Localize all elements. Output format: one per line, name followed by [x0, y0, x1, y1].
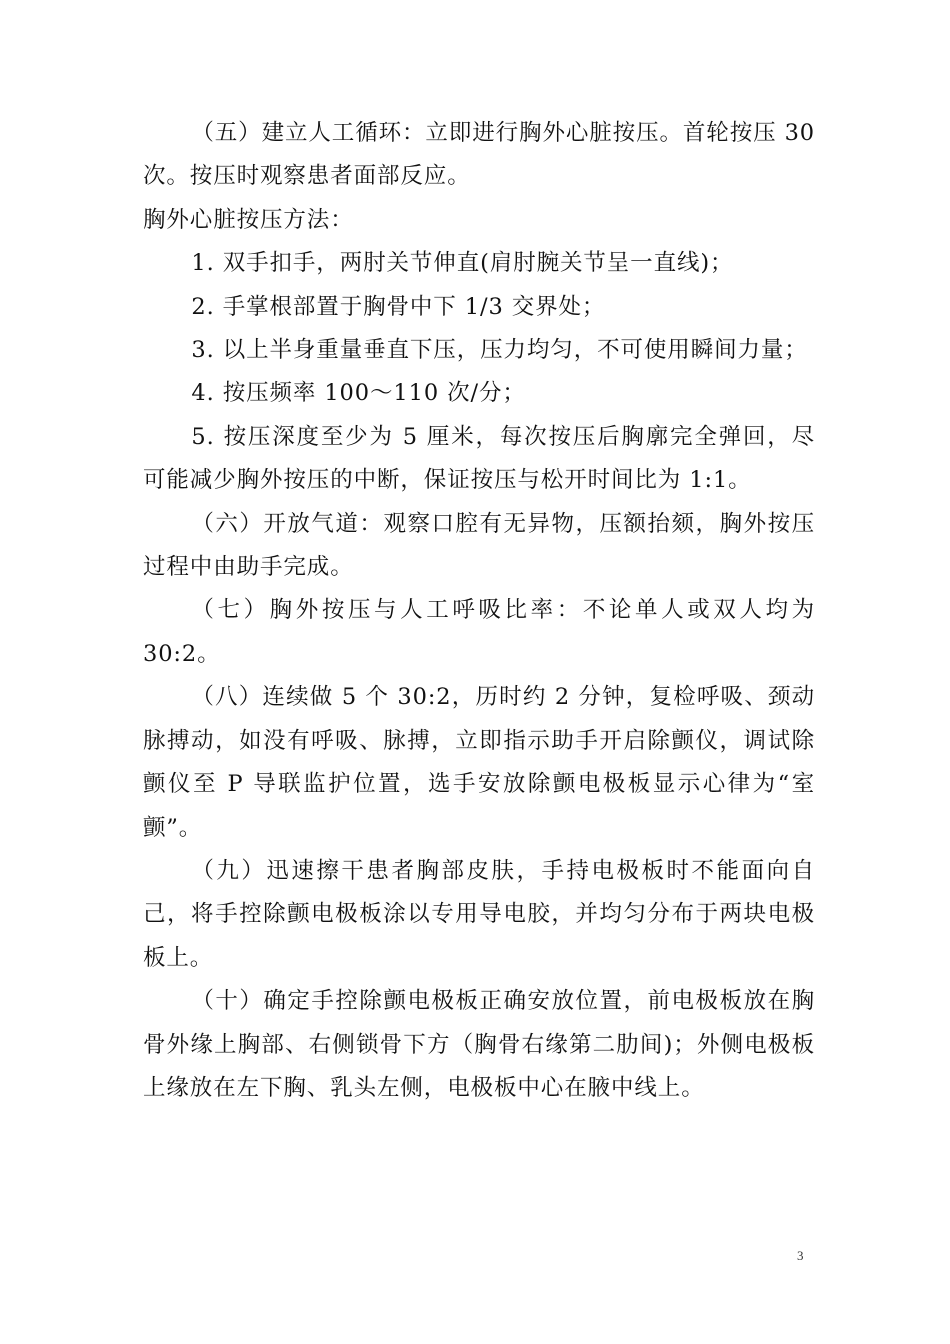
page-number: 3: [797, 1248, 804, 1263]
paragraph-compression-ratio: （七）胸外按压与人工呼吸比率：不论单人或双人均为 30:2。: [143, 597, 815, 667]
paragraph-artificial-circulation: （五）建立人工循环：立即进行胸外心脏按压。首轮按压 30 次。按压时观察患者面部反应。: [143, 120, 815, 190]
paragraph-step-3: 3. 以上半身重量垂直下压，压力均匀，不可使用瞬间力量；: [191, 337, 808, 364]
paragraph-step-1: 1. 双手扣手，两肘关节伸直(肩肘腕关节呈一直线)；: [191, 250, 734, 277]
paragraph-step-2: 2. 手掌根部置于胸骨中下 1/3 交界处；: [191, 293, 606, 320]
paragraph-electrode-placement: （十）确定手控除颤电极板正确安放位置，前电极板放在胸骨外缘上胸部、右侧锁骨下方（胸骨右缘第二肋间)；外侧电极板上缘放在左下胸、乳头左侧，电极板中心在腋中线上。: [143, 988, 815, 1101]
paragraph-step-4: 4. 按压频率 100～110 次/分；: [191, 380, 526, 407]
paragraph-electrode-preparation: （九）迅速擦干患者胸部皮肤，手持电极板时不能面向自己，将手控除颤电极板涂以专用导电胶，并均匀分布于两块电极板上。: [143, 857, 815, 971]
document-body: [143, 112, 815, 1110]
paragraph-compression-method-heading: 胸外心脏按压方法：: [143, 206, 354, 233]
paragraph-open-airway: （六）开放气道：观察口腔有无异物，压额抬颏，胸外按压过程中由助手完成。: [143, 510, 815, 581]
paragraph-recheck-defibrillator: （八）连续做 5 个 30:2，历时约 2 分钟，复检呼吸、颈动脉搏动，如没有呼吸、脉搏，立即指示助手开启除颤仪，调试除颤仪至 P 导联监护位置，选手安放除颤电极板显示心律为“室颤”。: [143, 684, 815, 841]
paragraph-step-5: 5. 按压深度至少为 5 厘米，每次按压后胸廓完全弹回，尽可能减少胸外按压的中断，保证按压与松开时间比为 1:1。: [143, 423, 815, 494]
